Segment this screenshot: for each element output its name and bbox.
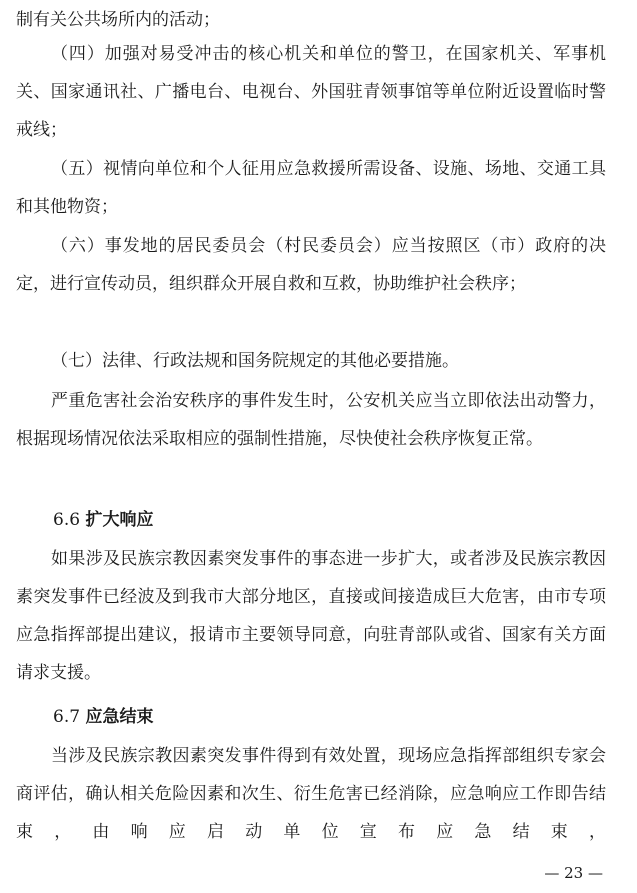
paragraph-continuation: 制有关公共场所内的活动； bbox=[16, 10, 220, 30]
paragraph-emergency-end: 当涉及民族宗教因素突发事件得到有效处置，现场应急指挥部组织专家会商评估，确认相关危险因素和次生、衍生危害已经消除，应急响应工作即告结束，由响应启动单位宣布应急结束， bbox=[16, 746, 606, 842]
paragraph-item-4: （四）加强对易受冲击的核心机关和单位的警卫，在国家机关、军事机关、国家通讯社、广播电台、电视台、外国驻青领事馆等单位附近设置临时警戒线； bbox=[16, 44, 606, 140]
page-number: — 23 — bbox=[544, 864, 603, 882]
paragraph-public-security: 严重危害社会治安秩序的事件发生时，公安机关应当立即依法出动警力，根据现场情况依法采取相应的强制性措施，尽快使社会秩序恢复正常。 bbox=[16, 391, 606, 449]
section-title: 应急结束 bbox=[85, 707, 154, 727]
section-title: 扩大响应 bbox=[85, 510, 154, 530]
paragraph-expand-response: 如果涉及民族宗教因素突发事件的事态进一步扩大，或者涉及民族宗教因素突发事件已经波及到我市大部分地区，直接或间接造成巨大危害，由市专项应急指挥部提出建议，报请市主要领导同意，向驻青部队或省、国家有关方面请求支援。 bbox=[16, 549, 606, 683]
section-heading-6-6 bbox=[53, 501, 153, 539]
section-heading-6-7 bbox=[53, 698, 153, 736]
paragraph-item-7: （七）法律、行政法规和国务院规定的其他必要措施。 bbox=[51, 351, 459, 371]
paragraph-item-6: （六）事发地的居民委员会（村民委员会）应当按照区（市）政府的决定，进行宣传动员，组织群众开展自救和互救，协助维护社会秩序； bbox=[16, 236, 606, 294]
section-number: 6.6 bbox=[53, 510, 81, 530]
section-number: 6.7 bbox=[53, 707, 81, 727]
paragraph-item-5: （五）视情向单位和个人征用应急救援所需设备、设施、场地、交通工具和其他物资； bbox=[16, 159, 606, 217]
